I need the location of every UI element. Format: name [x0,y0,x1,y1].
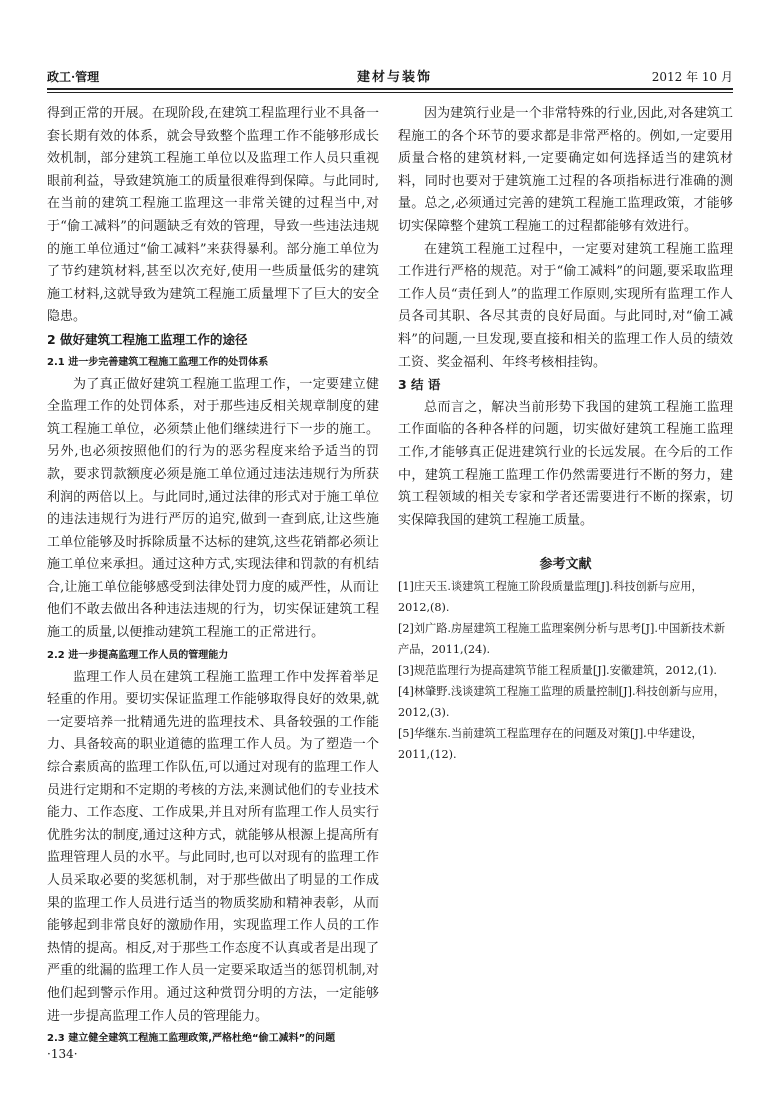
section-heading-3: 3 结 语 [398,377,441,393]
references-heading: 参考文献 [539,557,592,573]
running-header [47,66,733,86]
reference-item: [4]林肇野.浅谈建筑工程施工监理的质量控制[J].科技创新与应用，2012,(3). [398,685,726,720]
issue-date: 2012 年 10 月 [651,70,733,84]
left-column [47,103,379,1050]
reference-item: [5]华继东.当前建筑工程监理存在的问题及对策[J].中华建设，2011,(12). [398,727,703,762]
journal-title: 建材与装饰 [357,70,433,85]
right-column [398,103,733,765]
reference-item: [2]刘广路.房屋建筑工程施工监理案例分析与思考[J].中国新技术新产品，2011,(24). [398,622,726,657]
subsection-heading-2-3: 2.3 建立健全建筑工程施工监理政策,严格杜绝“偷工减料”的问题 [47,1033,336,1045]
paragraph-2-2: 监理工作人员在建筑工程施工监理工作中发挥着举足轻重的作用。要切实保证监理工作能够取得良好的效果,就一定要培养一批精通先进的监理技术、具备较强的工作能力、具备较高的职业道德的监理工作人员。为了塑造一个综合素质高的监理工作队伍,可以通过对现有的监理工作人员进行定期和不定期的考核的方法,来测试他们的专业技术能力、工作态度、工作成果,并且对所有监理工作人员实行优胜劣汰的制度,通过这种方式，就能够从根源上提高所有监理管理人员的水平。与此同时,也可以对现有的监理工作人员采取必要的奖惩机制，对于那些做出了明显的工作成果的监理工作人员进行适当的物质奖励和精神表彰，从而能够起到非常良好的激励作用，实现监理工作人员的工作热情的提高。相反,对于那些工作态度不认真或者是出现了严重的纰漏的监理工作人员一定要采取适当的惩罚机制,对他们起到警示作用。通过这种赏罚分明的方法，一定能够进一步提高监理工作人员的管理能力。 [47,669,379,1024]
reference-item: [1]庄天玉.谈建筑工程施工阶段质量监理[J].科技创新与应用，2012,(8). [398,580,703,615]
subsection-heading-2-2: 2.2 进一步提高监理工作人员的管理能力 [47,649,229,661]
paragraph-2-1: 为了真正做好建筑工程施工监理工作，一定要建立健全监理工作的处罚体系，对于那些违反相关规章制度的建筑工程施工单位，必须禁止他们继续进行下一步的施工。另外,也必须按照他们的行为的恶劣程度来给予适当的罚款，要求罚款额度必须是施工单位通过违法违规行为所获利润的两倍以上。与此同时,通过法律的形式对于施工单位的违法违规行为进行严厉的追究,做到一查到底,让这些施工单位能够及时拆除质量不达标的建筑,这些花销都必须让施工单位来承担。通过这种方式,实现法律和罚款的有机结合,让施工单位能够感受到法律处罚力度的威严性，从而让他们不敢去做出各种违法违规的行为，切实保证建筑工程施工的质量,以便推动建筑工程施工的正常进行。 [47,376,379,641]
header-rule-thick [47,88,733,90]
section-label: 政工·管理 [47,70,100,84]
paragraph-continued: 得到正常的开展。在现阶段,在建筑工程监理行业不具备一套长期有效的体系，就会导致整个监理工作不能够形成长效机制，部分建筑工程施工单位以及监理工作人员只重视眼前利益，导致建筑施工的质量很难得到保障。与此同时,在当前的建筑工程施工监理这一非常关键的过程当中,对于“偷工减料”的问题缺乏有效的管理，导致一些违法违规的施工单位通过“偷工减料”来获得暴利。部分施工单位为了节约建筑材料,甚至以次充好,使用一些质量低劣的建筑施工材料,这就导致为建筑工程施工质量埋下了巨大的安全隐患。 [47,106,379,325]
reference-item: [3]规范监理行为提高建筑节能工程质量[J].安徽建筑，2012,(1). [398,664,717,678]
paragraph-2-3-b: 在建筑工程施工过程中，一定要对建筑工程施工监理工作进行严格的规范。对于“偷工减料”的问题,要采取监理工作人员“责任到人”的监理工作原则,实现所有监理工作人员各司其职、各尽其责的良好局面。与此同时,对“偷工减料”的问题,一旦发现,要直接和相关的监理工作人员的绩效工资、奖金福利、年终考核相挂钩。 [398,241,733,370]
section-heading-2: 2 做好建筑工程施工监理工作的途径 [47,331,248,347]
paragraph-2-3-a: 因为建筑行业是一个非常特殊的行业,因此,对各建筑工程施工的各个环节的要求都是非常严格的。例如,一定要用质量合格的建筑材料,一定要确定如何选择适当的建筑材料，同时也要对于建筑施工过程的各项指标进行准确的测量。总之,必须通过完善的建筑工程施工监理政策，才能够切实保障整个建筑工程施工的过程都能够有效进行。 [398,106,733,234]
subsection-heading-2-1: 2.1 进一步完善建筑工程施工监理工作的处罚体系 [47,356,269,368]
header-rule-thin [47,92,733,93]
paragraph-conclusion: 总而言之，解决当前形势下我国的建筑工程施工监理工作面临的各种各样的问题，切实做好建筑工程施工监理工作,才能够真正促进建筑行业的长远发展。在今后的工作中，建筑工程施工监理工作仍然需要进行不断的努力，建筑工程领域的相关专家和学者还需要进行不断的探索，切实保障我国的建筑工程施工质量。 [398,399,733,528]
page-number: ·134· [47,1047,78,1061]
